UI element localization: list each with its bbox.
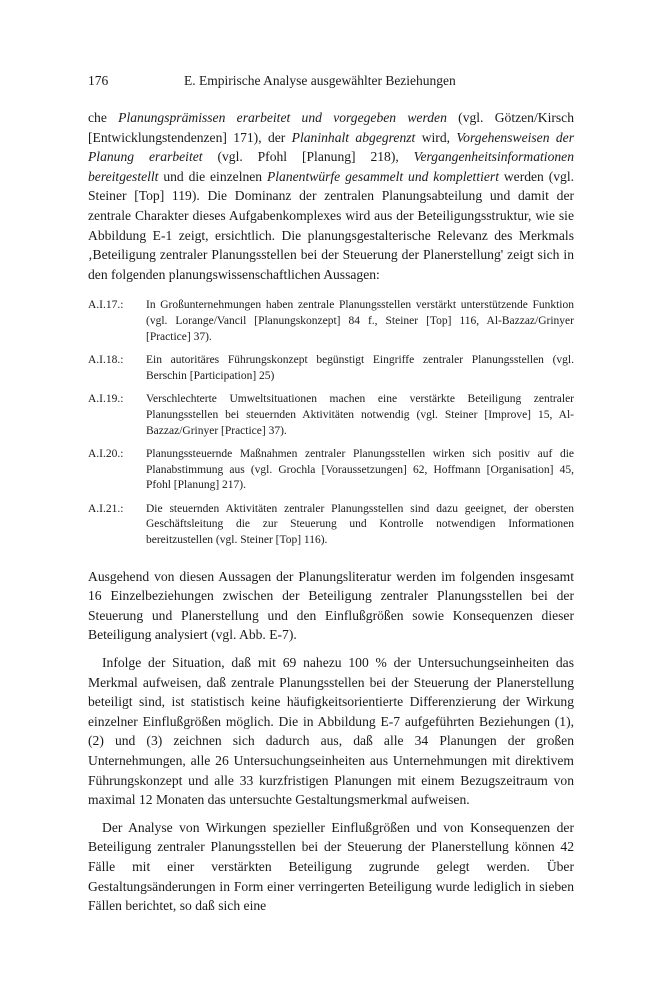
- page-number: 176: [88, 73, 109, 88]
- running-head: E. Empirische Analyse ausgewählter Beziehungen: [184, 73, 456, 88]
- assumption-item: [88, 392, 574, 439]
- assumption-text: Verschlechterte Umweltsituationen machen eine verstärkte Beteiligung zentraler Planungsstellen bei steuernden Aktivitäten notwendig (vgl. Steiner [Improve] 15, Al-Bazzaz/Grinyer [Practice] 37).: [146, 393, 574, 437]
- assumption-id: A.I.21.:: [88, 502, 124, 515]
- assumption-text: Ein autoritäres Führungskonzept begünstigt Eingriffe zentraler Planungsstellen (vgl. Berschin [Participation] 25): [146, 354, 574, 382]
- assumption-item: [88, 298, 574, 345]
- assumption-text: In Großunternehmungen haben zentrale Planungsstellen verstärkt unterstützende Funktion (vgl. Lorange/Vancil [Planungskonzept] 84 f., Steiner [Top] 116, Al-Bazzaz/Grinyer [Practice] 37).: [146, 299, 574, 343]
- assumption-item: [88, 447, 574, 494]
- assumption-item: [88, 353, 574, 384]
- body-paragraph: Ausgehend von diesen Aussagen der Planungsliteratur werden im folgenden insgesamt 16 Einzelbeziehungen zwischen der Beteiligung zentraler Planungsstellen bei der Steuerung und Planerstellung und den Einflußgrößen sowie Konsequenzen dieser Beteiligung analysiert (vgl. Abb. E-7).: [88, 568, 574, 643]
- body-paragraph: che Planungsprämissen erarbeitet und vorgegeben werden (vgl. Götzen/Kirsch [Entwicklungstendenzen] 171), der Planinhalt abgegrenzt wird, Vorgehensweisen der Planung erarbeitet (vgl. Pfohl [Planung] 218), Vergangenheitsinformationen bereitgestellt und die einzelnen Planentwürfe gesammelt und komplettiert werden (vgl. Steiner [Top] 119). Die Dominanz der zentralen Planungsabteilung und damit der zentrale Charakter dieses Aufgabenkomplexes wird aus der Beteiligungsstruktur, wie sie Abbildung E-1 zeigt, ersichtlich. Die planungsgestalterische Relevanz des Merkmals ‚Beteiligung zentraler Planungsstellen bei der Steuerung der Planerstellung' zeigt sich in den folgenden planungswissenschaftlichen Aussagen:: [88, 110, 575, 282]
- body-paragraph: Der Analyse von Wirkungen spezieller Einflußgrößen und von Konsequenzen der Beteiligung zentraler Planungsstellen bei der Steuerung der Planerstellung können 42 Fälle mit einer verstärkten Beteiligung zugrunde gelegt werden. Über Gestaltungsänderungen in Form einer verringerten Beteiligung wurde lediglich in sieben Fällen berichtet, so daß sich eine: [88, 819, 574, 914]
- assumption-id: A.I.17.:: [88, 299, 124, 312]
- book-page: [88, 72, 574, 916]
- assumption-id: A.I.18.:: [88, 354, 124, 367]
- body-paragraph: Infolge der Situation, daß mit 69 nahezu 100 % der Untersuchungseinheiten das Merkmal aufweisen, daß zentrale Planungsstellen bei der Steuerung der Planerstellung beteiligt sind, ist statistisch keine häufigkeitsorientierte Differenzierung der Wirkung einzelner Einflußgrößen möglich. Die in Abbildung E-7 aufgeführten Beziehungen (1), (2) und (3) zeichnen sich dadurch aus, daß alle 34 Planungen der großen Unternehmungen, alle 26 Untersuchungseinheiten aus Unternehmungen mit direktivem Führungskonzept und alle 33 kurzfristigen Planungen mit einem Bezugszeitraum von maximal 12 Monaten das untersuchte Gestaltungsmerkmal aufweisen.: [88, 655, 574, 808]
- assumption-text: Die steuernden Aktivitäten zentraler Planungsstellen sind dazu geeignet, der obersten Geschäftsleitung die zur Steuerung und Kontrolle notwendigen Informationen bereitzustellen (vgl. Steiner [Top] 116).: [146, 502, 574, 547]
- assumption-list: [88, 298, 574, 548]
- assumption-id: A.I.20.:: [88, 448, 124, 461]
- assumption-text: Planungssteuernde Maßnahmen zentraler Planungsstellen wirken sich positiv auf die Planabstimmung aus (vgl. Grochla [Voraussetzungen] 62, Hoffmann [Organisation] 45, Pfohl [Planung] 217).: [146, 448, 574, 492]
- page-header: [88, 72, 574, 90]
- assumption-id: A.I.19.:: [88, 393, 124, 406]
- assumption-item: [88, 502, 574, 549]
